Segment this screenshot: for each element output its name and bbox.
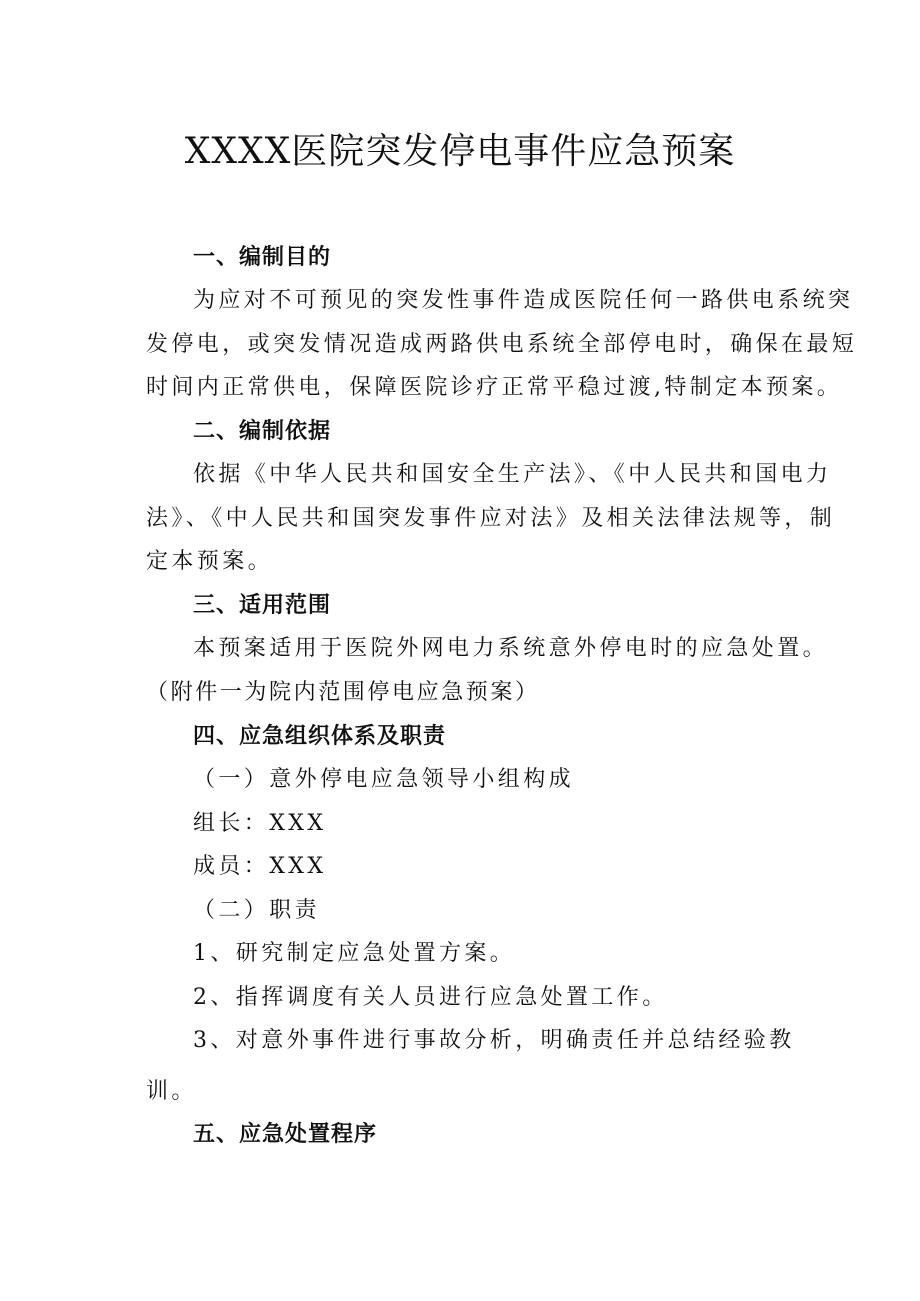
paragraph-line: 组长：XXX (193, 811, 327, 836)
paragraph-line: 2、指挥调度有关人员进行应急处置工作。 (193, 985, 668, 1010)
paragraph-line: （一）意外停电应急领导小组构成 (193, 767, 575, 792)
paragraph-line: 法》、《中人民共和国突发事件应对法》及相关法律法规等，制 (146, 506, 836, 531)
paragraph-line: 依据《中华人民共和国安全生产法》、《中人民共和国电力 (193, 462, 832, 487)
paragraph-line: （附件一为院内范围停电应急预案） (146, 680, 540, 705)
paragraph-line: （二）职责 (193, 898, 321, 923)
section-heading-procedure: 五、应急处置程序 (193, 1122, 378, 1147)
section-heading-basis: 二、编制依据 (193, 419, 332, 444)
paragraph-line: 本预案适用于医院外网电力系统意外停电时的应急处置。 (193, 636, 829, 661)
paragraph-line: 时间内正常供电，保障医院诊疗正常平稳过渡,特制定本预案。 (146, 375, 843, 400)
paragraph-line: 1、研究制定应急处置方案。 (193, 941, 516, 966)
section-heading-purpose: 一、编制目的 (193, 245, 332, 270)
paragraph-line: 3、对意外事件进行事故分析，明确责任并总结经验教 (193, 1028, 795, 1053)
paragraph-line: 发停电，或突发情况造成两路供电系统全部停电时，确保在最短 (146, 332, 858, 357)
section-heading-organization: 四、应急组织体系及职责 (193, 724, 447, 749)
paragraph-line: 训。 (146, 1079, 197, 1104)
paragraph-line: 定本预案。 (146, 549, 274, 574)
section-heading-scope: 三、适用范围 (193, 593, 332, 618)
paragraph-line: 为应对不可预见的突发性事件造成医院任何一路供电系统突 (193, 288, 854, 313)
paragraph-line: 成员：XXX (193, 854, 327, 879)
document-title: XXXX医院突发停电事件应急预案 (184, 131, 736, 172)
